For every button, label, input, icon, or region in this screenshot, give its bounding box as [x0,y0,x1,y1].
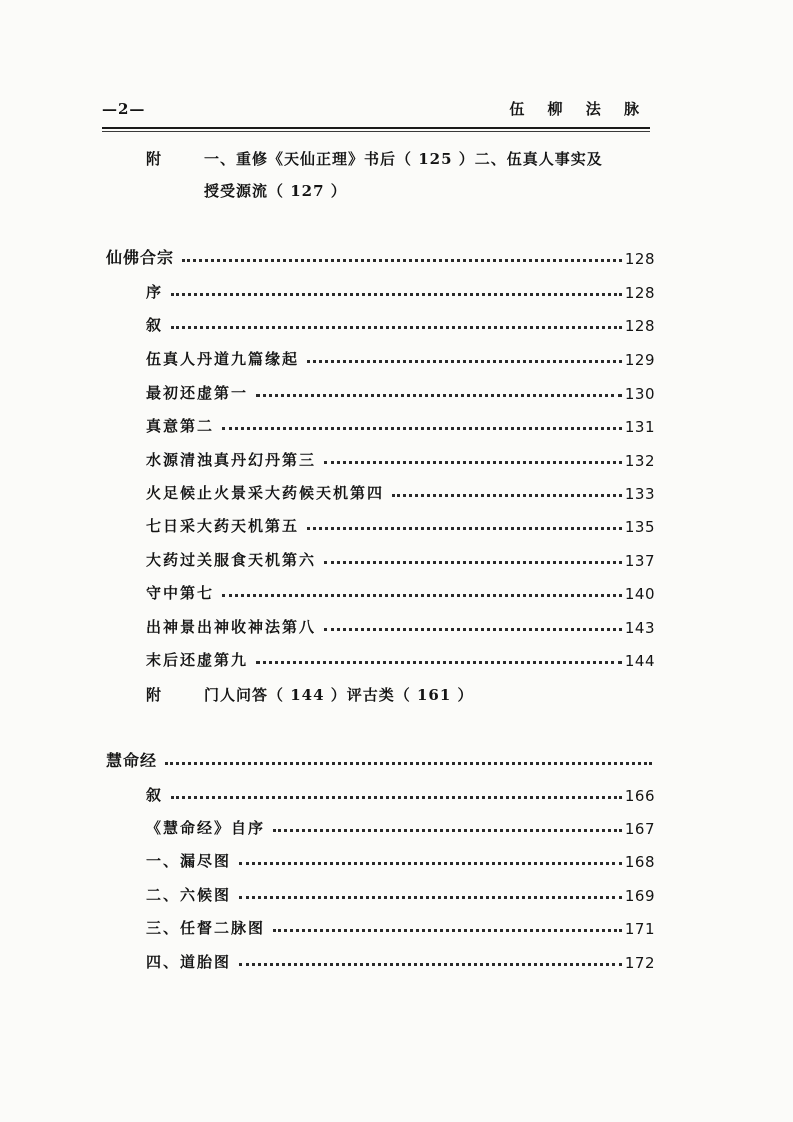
entry-title: 伍真人丹道九篇缘起 [146,350,300,368]
toc-entry[interactable] [146,446,655,470]
page-ref: 128 [624,317,655,335]
running-title: 伍 柳 法 脉 [509,100,648,118]
toc-entry[interactable] [146,814,655,838]
dot-leader [307,527,622,530]
dot-leader [222,427,622,430]
page-ref: 135 [624,518,655,536]
page-ref: 169 [624,887,655,905]
entry-title: 水源清浊真丹幻丹第三 [146,451,317,469]
toc-entry[interactable] [146,546,655,570]
entry-title: 出神景出神收神法第八 [146,618,317,636]
entry-title: 叙 [146,316,164,334]
dot-leader [324,628,622,631]
toc-entry[interactable] [146,914,655,938]
toc-entry[interactable] [146,847,655,871]
entry-title: 《慧命经》自序 [146,819,266,837]
page-ref: 128 [624,284,655,302]
entry-title: 一、漏尽图 [146,852,232,870]
dot-leader [256,661,622,664]
toc-entry[interactable] [146,579,655,603]
page-ref: 167 [624,820,655,838]
dot-leader [273,929,622,932]
page-ref: 130 [624,385,655,403]
entry-title: 四、道胎图 [146,953,232,971]
entry-title: 三、任督二脉图 [146,919,266,937]
dot-leader [239,896,622,899]
page-ref: 131 [624,418,655,436]
entry-title: 大药过关服食天机第六 [146,551,317,569]
appendix-line-1: 一、重修《天仙正理》书后（ 125 ）二、伍真人事实及 [204,150,603,168]
dot-leader [273,829,622,832]
entry-title: 守中第七 [146,584,215,602]
toc-entry[interactable] [146,412,655,436]
toc-entry[interactable] [146,379,655,403]
entry-title: 序 [146,283,164,301]
page-ref: 172 [624,954,655,972]
page-number: —2— [102,100,146,118]
dot-leader [239,963,622,966]
page-ref: 129 [624,351,655,369]
toc-entry[interactable] [146,479,655,503]
page-header [102,94,650,124]
dot-leader [324,461,622,464]
toc-entry[interactable] [146,781,655,805]
toc-entry[interactable] [146,278,655,302]
toc-entry[interactable] [146,881,655,905]
toc-entry[interactable] [146,948,655,972]
page-ref: 132 [624,452,655,470]
page-ref: 144 [624,652,655,670]
dot-leader [239,862,622,865]
toc-section-head[interactable] [106,244,655,268]
section-title: 慧命经 [106,751,158,770]
appendix-line-2: 授受源流（ 127 ） [204,182,347,200]
entry-title: 最初还虚第一 [146,384,249,402]
page-ref: 128 [624,250,655,268]
dot-leader [171,293,622,296]
page-ref: 166 [624,787,655,805]
dot-leader [171,796,622,799]
entry-title: 火足候止火景采大药候天机第四 [146,484,385,502]
page-ref: 137 [624,552,655,570]
entry-title: 叙 [146,786,164,804]
entry-title: 末后还虚第九 [146,651,249,669]
dot-leader [392,494,622,497]
entry-title: 七日采大药天机第五 [146,517,300,535]
toc-section-head[interactable] [106,747,655,771]
header-rule-thin [102,131,650,132]
entry-title: 真意第二 [146,417,215,435]
dot-leader [324,561,622,564]
page-ref: 168 [624,853,655,871]
toc-entry[interactable] [146,311,655,335]
appendix-label: 附 [146,150,163,168]
dot-leader [171,326,622,329]
header-rule [102,127,650,129]
entry-title: 二、六候图 [146,886,232,904]
toc-entry[interactable] [146,512,655,536]
page-ref: 171 [624,920,655,938]
dot-leader [307,360,622,363]
appendix-label: 附 [146,686,163,704]
appendix-text: 门人问答（ 144 ）评古类（ 161 ） [204,686,474,704]
page-ref: 140 [624,585,655,603]
toc-entry[interactable] [146,646,655,670]
page-ref: 143 [624,619,655,637]
toc-entry[interactable] [146,613,655,637]
dot-leader [165,762,652,765]
section-title: 仙佛合宗 [106,248,175,267]
toc-entry[interactable] [146,345,655,369]
dot-leader [256,394,622,397]
dot-leader [222,594,622,597]
dot-leader [182,259,622,262]
page-ref: 133 [624,485,655,503]
